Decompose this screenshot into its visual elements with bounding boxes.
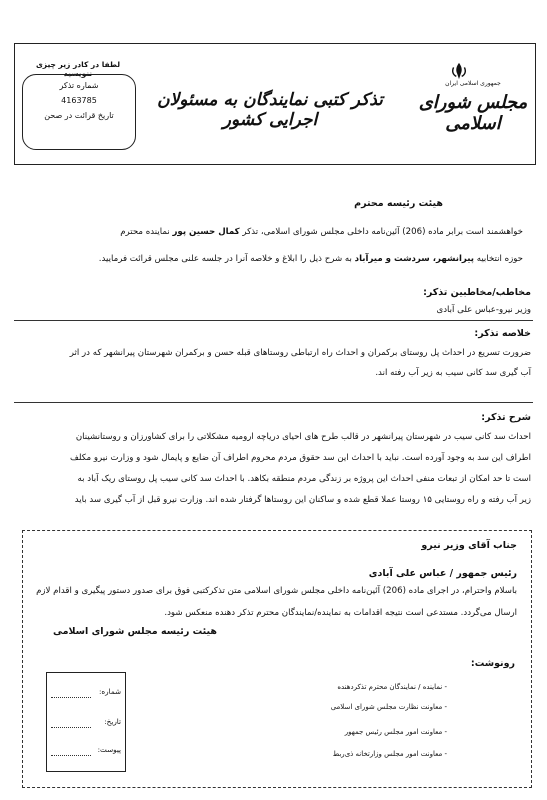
divider (14, 402, 533, 403)
summary-heading: خلاصه تذکر: (474, 328, 531, 339)
registry-date-label: تاریخ: (104, 717, 121, 726)
response-body-2: ارسال می‌گردد. مستدعی است نتیجه اقدامات به نماینده/نمایندگان محترم تذکر دهنده منعکس شود. (164, 608, 517, 618)
registry-attachment-label: پیوست: (97, 745, 121, 754)
description-line-4: زیر آب رفته و راه روستایی ۱۵ روستا عملا قطع شده و ساکنان این روستاها گرفتار شده اند. وزارت نیرو قبل از آب گیری سد باید (74, 495, 531, 505)
response-text: باسلام واحترام، در اجرای ماده (405, 586, 517, 596)
response-to: جناب آقای وزیر نیرو (421, 540, 517, 551)
description-line-1: احداث سد کانی سیب در شهرستان پیرانشهر در قالب طرح های احیای دریاچه ارومیه مشکلاتی را برای کشاورزان و روستانشینان (75, 432, 531, 442)
registry-date-line (51, 727, 91, 728)
response-text: آئین‌نامه داخلی مجلس شورای اسلامی متن تذکرکتبی فوق برای صدور دستور پیگیری و اقدام لازم (36, 586, 383, 596)
summary-line-2: آب گیری سد کانی سیب به زیر آب رفته اند. (375, 368, 531, 378)
intro-text: حوزه انتخابیه (474, 254, 523, 264)
stub-date-label: تاریخ قرائت در صحن (44, 111, 114, 120)
intro-text: خواهشمند است برابر ماده (425, 227, 523, 237)
description-heading: شرح تذکر: (481, 412, 531, 423)
description-line-3: است تا حد امکان از تبعات منفی احداث این پروژه بر زندگی مردم منطقه بکاهد. با احداث سد کانی سیب پل روستای ریک آباد به (77, 474, 531, 484)
cc-item: - معاونت امور مجلس وزارتخانه ذی‌ربط (332, 750, 447, 758)
intro-text: به شرح ذیل را ابلاغ و خلاصه آنرا در جلسه علنی مجلس قرائت فرمایید. (98, 254, 355, 264)
description-line-2: اطراف این سد به وجود آورده است. نباید با احداث این سد حقوق مردم محروم اطراف آن ضایع و پایمال شود و وزارت نیرو مکلف (70, 453, 531, 463)
form-title: تذکر کتبی نمایندگان به مسئولان اجرایی کشور (157, 90, 383, 130)
intro-line-1 (13, 223, 523, 241)
response-recipient: رئیس جمهور / عباس علی آبادی (368, 568, 517, 579)
cc-item: - معاونت امور مجلس رئیس جمهور (344, 728, 447, 736)
response-body-1 (17, 582, 517, 600)
article-number: (206) (402, 227, 426, 237)
registry-box (46, 672, 126, 772)
cc-item: - معاونت نظارت مجلس شورای اسلامی (330, 703, 447, 711)
registry-number-label: شماره: (98, 687, 121, 696)
cc-heading: رونوشت: (470, 658, 515, 669)
logo-subtitle: جمهوری اسلامی ایران (445, 80, 501, 87)
stub-number-label: شماره تذکر (59, 81, 99, 90)
constituency: پیرانشهر، سردشت و میرآباد (354, 254, 474, 264)
cc-item: - نماینده / نمایندگان محترم تذکردهنده (337, 683, 447, 691)
registry-attachment-line (51, 755, 91, 756)
registry-number-line (51, 697, 91, 698)
intro-text: نماینده محترم (120, 227, 173, 237)
salutation: هیئت رئیسه محترم (354, 198, 443, 209)
summary-line-1: ضرورت تسریع در احداث پل روستای برکمران و احداث راه ارتباطی روستاهای قبله حسن و برکمران شهرستان پیرانشهر که در اثر (69, 348, 531, 358)
parliament-logo: مجلس شورای اسلامی (418, 92, 528, 134)
stub-note: لطفا در کادر زیر چیزی ننویسید (35, 60, 121, 78)
mp-name: کمال حسین پور (172, 227, 240, 237)
addressee-heading: مخاطب/مخاطبین تذکر: (423, 287, 531, 298)
intro-line-2 (13, 250, 523, 268)
intro-text: آئین‌نامه داخلی مجلس شورای اسلامی، تذکر (239, 227, 403, 237)
stub-number: 4163785 (61, 96, 97, 105)
response-signature: هیئت رئیسه مجلس شورای اسلامی (52, 626, 217, 637)
article-number: (206) (382, 586, 406, 596)
divider (14, 320, 533, 321)
addressee-value: وزیر نیرو-عباس علی آبادی (436, 305, 531, 315)
registration-stub (22, 74, 136, 150)
emblem-icon (450, 62, 468, 80)
